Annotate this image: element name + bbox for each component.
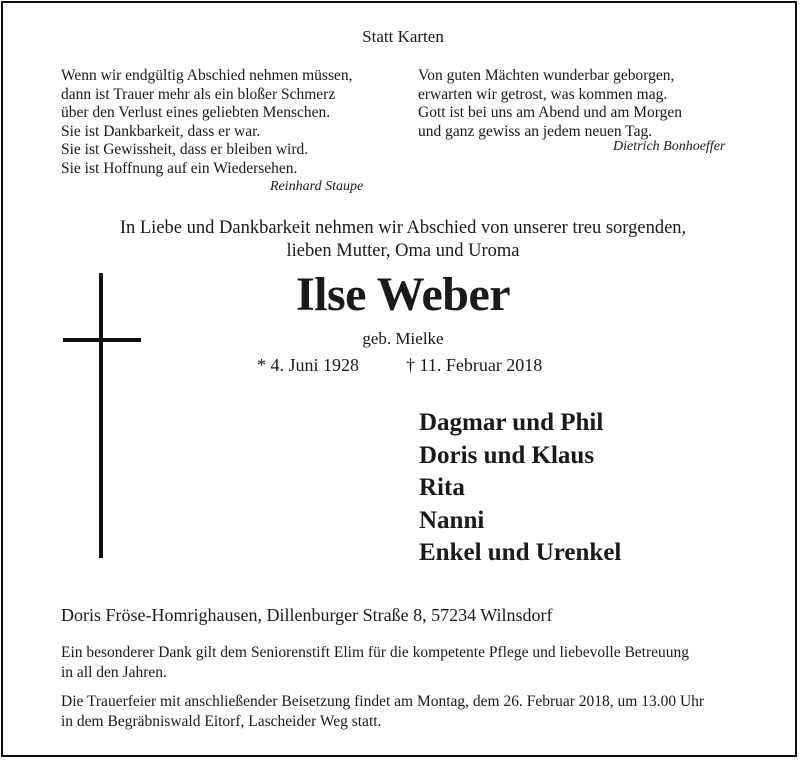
intro-text — [3, 217, 800, 263]
mourner-entry: Doris und Klaus — [419, 441, 595, 469]
poem-left-line: Wenn wir endgültig Abschied nehmen müssen, — [61, 67, 353, 84]
poem-right-line: und ganz gewiss an jedem neuen Tag. — [418, 122, 653, 140]
thanks-note — [61, 643, 689, 682]
intro-line: lieben Mutter, Oma und Uroma — [286, 241, 520, 261]
intro-line: In Liebe und Dankbarkeit nehmen wir Abschied von unserer treu sorgenden, — [119, 218, 687, 238]
poem-left — [61, 67, 352, 178]
mourner-entry: Nanni — [419, 506, 485, 534]
mourner-entry: Rita — [419, 474, 465, 501]
birth-name: geb. Mielke — [362, 329, 444, 348]
poem-left-line: Sie ist Gewissheit, dass er bleiben wird. — [61, 141, 309, 158]
mourner-entry: Dagmar und Phil — [419, 409, 604, 436]
thanks-note-line: Ein besonderer Dank gilt dem Seniorenstift Elim für die kompetente Pflege und liebevolle Betreuung — [61, 644, 690, 661]
poem-right-line: erwarten wir getrost, was kommen mag. — [418, 85, 668, 103]
poem-right-line: Gott ist bei uns am Abend und am Morgen — [418, 104, 683, 121]
poem-right — [418, 67, 682, 141]
mourner-entry: Enkel und Urenkel — [419, 539, 622, 566]
birth-date: * 4. Juni 1928 — [257, 355, 360, 375]
funeral-note — [61, 692, 704, 731]
mourners-list — [419, 407, 621, 570]
deceased-name: Ilse Weber — [295, 268, 511, 321]
thanks-note-line: in all den Jahren. — [61, 663, 167, 681]
poem-left-line: dann ist Trauer mehr als ein bloßer Schmerz — [61, 85, 336, 103]
mourner-address: Doris Fröse-Homrighausen, Dillenburger Straße 8, 57234 Wilnsdorf — [61, 605, 553, 625]
poem-left-author: Reinhard Staupe — [270, 179, 364, 194]
statt-karten-heading: Statt Karten — [362, 27, 444, 46]
poem-left-line: Sie ist Hoffnung auf ein Wiedersehen. — [61, 159, 298, 177]
poem-left-line: Sie ist Dankbarkeit, dass er war. — [61, 122, 261, 140]
poem-left-line: über den Verlust eines geliebten Menschen. — [61, 104, 331, 121]
poem-right-line: Von guten Mächten wunderbar geborgen, — [418, 67, 675, 84]
death-date: † 11. Februar 2018 — [406, 355, 543, 375]
funeral-note-line: Die Trauerfeier mit anschließender Beisetzung findet am Montag, dem 26. Februar 2018, um 13.00 Uhr — [61, 693, 705, 710]
poem-right-author: Dietrich Bonhoeffer — [613, 139, 726, 154]
funeral-note-line: in dem Begräbniswald Eitorf, Lascheider Weg statt. — [61, 712, 382, 730]
obituary-frame — [1, 1, 797, 757]
